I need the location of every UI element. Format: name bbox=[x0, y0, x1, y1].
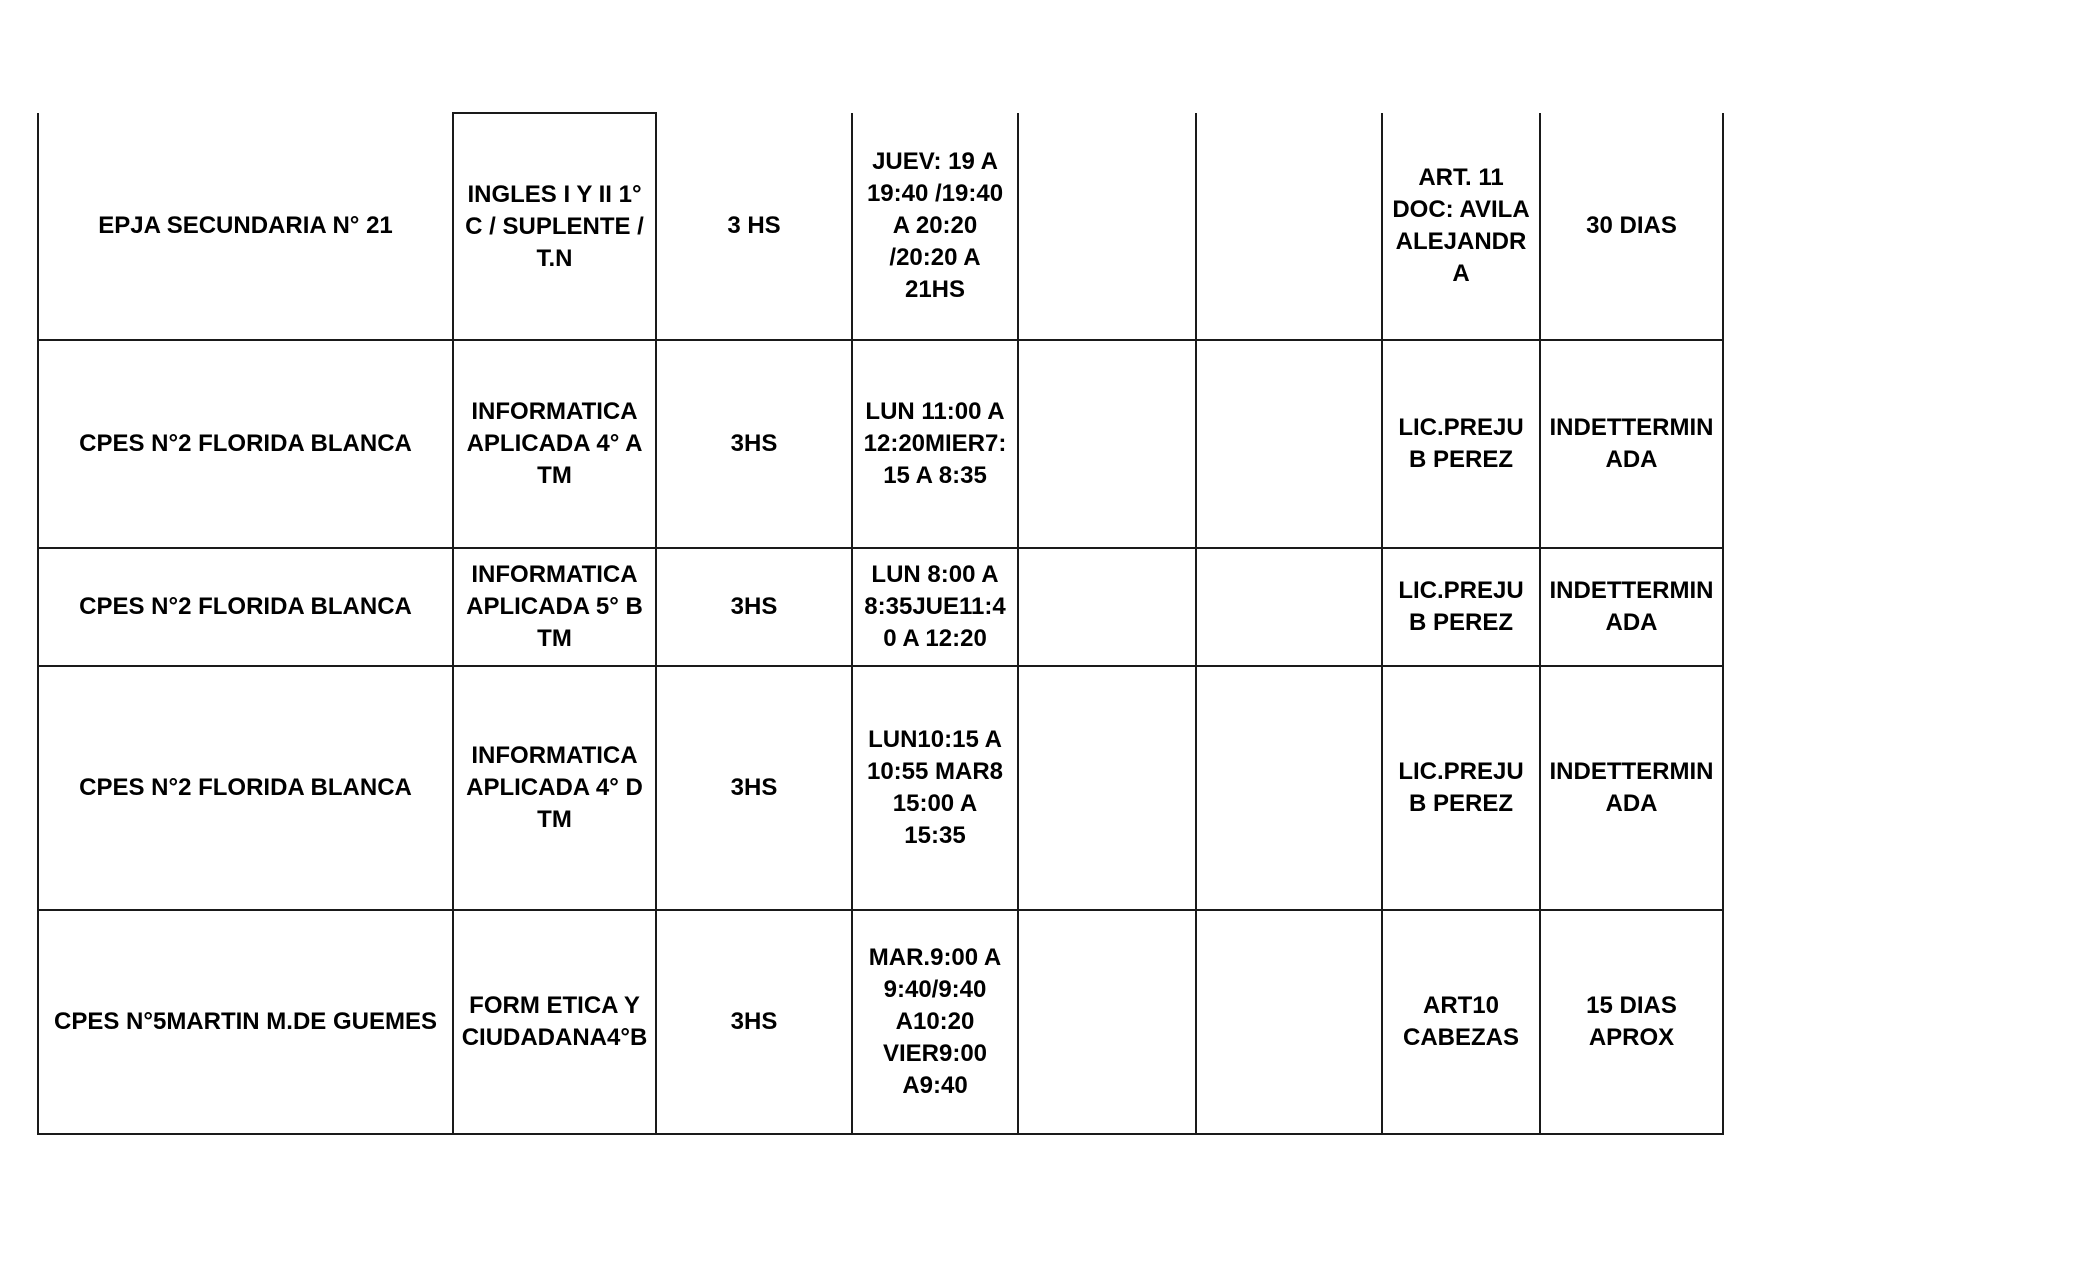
reason-cell: LIC.PREJU B PEREZ bbox=[1382, 666, 1540, 910]
subject-cell: INFORMATICA APLICADA 5° B TM bbox=[453, 548, 656, 666]
spreadsheet-page bbox=[37, 112, 1724, 1135]
schedule-cell: LUN10:15 A 10:55 MAR8 15:00 A 15:35 bbox=[852, 666, 1018, 910]
empty-cell bbox=[1196, 666, 1382, 910]
schedule-cell: LUN 8:00 A 8:35JUE11:4 0 A 12:20 bbox=[852, 548, 1018, 666]
school-cell: EPJA SECUNDARIA N° 21 bbox=[38, 113, 453, 340]
hours-cell: 3HS bbox=[656, 340, 852, 548]
reason-cell: ART10 CABEZAS bbox=[1382, 910, 1540, 1134]
reason-cell: ART. 11 DOC: AVILA ALEJANDR A bbox=[1382, 113, 1540, 340]
school-cell: CPES N°2 FLORIDA BLANCA bbox=[38, 340, 453, 548]
hours-cell: 3 HS bbox=[656, 113, 852, 340]
table-row bbox=[38, 548, 1723, 666]
empty-cell bbox=[1018, 910, 1196, 1134]
duration-cell: INDETTERMIN ADA bbox=[1540, 340, 1723, 548]
school-cell: CPES N°2 FLORIDA BLANCA bbox=[38, 666, 453, 910]
subject-cell: INFORMATICA APLICADA 4° D TM bbox=[453, 666, 656, 910]
subject-cell: INGLES I Y II 1° C / SUPLENTE / T.N bbox=[453, 113, 656, 340]
table-row bbox=[38, 666, 1723, 910]
empty-cell bbox=[1196, 340, 1382, 548]
empty-cell bbox=[1196, 113, 1382, 340]
vacancies-table bbox=[37, 112, 1724, 1135]
reason-cell: LIC.PREJU B PEREZ bbox=[1382, 340, 1540, 548]
empty-cell bbox=[1196, 910, 1382, 1134]
hours-cell: 3HS bbox=[656, 548, 852, 666]
subject-cell: INFORMATICA APLICADA 4° A TM bbox=[453, 340, 656, 548]
schedule-cell: MAR.9:00 A 9:40/9:40 A10:20 VIER9:00 A9:40 bbox=[852, 910, 1018, 1134]
empty-cell bbox=[1196, 548, 1382, 666]
hours-cell: 3HS bbox=[656, 910, 852, 1134]
school-cell: CPES N°2 FLORIDA BLANCA bbox=[38, 548, 453, 666]
schedule-cell: JUEV: 19 A 19:40 /19:40 A 20:20 /20:20 A 21HS bbox=[852, 113, 1018, 340]
empty-cell bbox=[1018, 666, 1196, 910]
duration-cell: INDETTERMIN ADA bbox=[1540, 666, 1723, 910]
duration-cell: INDETTERMIN ADA bbox=[1540, 548, 1723, 666]
hours-cell: 3HS bbox=[656, 666, 852, 910]
empty-cell bbox=[1018, 340, 1196, 548]
table-row bbox=[38, 910, 1723, 1134]
empty-cell bbox=[1018, 113, 1196, 340]
empty-cell bbox=[1018, 548, 1196, 666]
duration-cell: 15 DIAS APROX bbox=[1540, 910, 1723, 1134]
table-row bbox=[38, 113, 1723, 340]
reason-cell: LIC.PREJU B PEREZ bbox=[1382, 548, 1540, 666]
schedule-cell: LUN 11:00 A 12:20MIER7: 15 A 8:35 bbox=[852, 340, 1018, 548]
school-cell: CPES N°5MARTIN M.DE GUEMES bbox=[38, 910, 453, 1134]
duration-cell: 30 DIAS bbox=[1540, 113, 1723, 340]
subject-cell: FORM ETICA Y CIUDADANA4°B bbox=[453, 910, 656, 1134]
table-row bbox=[38, 340, 1723, 548]
